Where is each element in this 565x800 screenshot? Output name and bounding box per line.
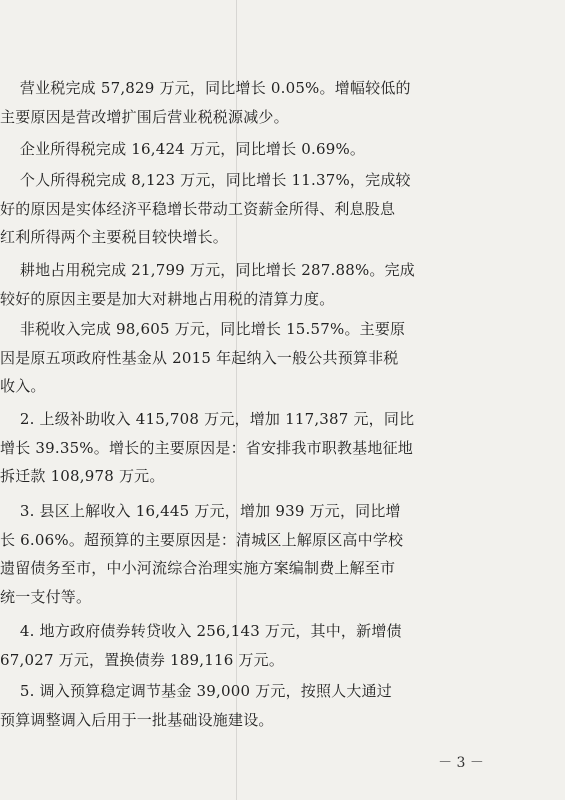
paragraph-county-remittance: 3. 县区上解收入 16,445 万元，增加 939 万元，同比增 长 6.06%。超预算的主要原因是：清城区上解原区高中学校 遗留债务至市，中小河流综合治理实施方案编制费上解至市 统一支付等。 <box>0 502 404 606</box>
paragraph-superior-subsidy: 2. 上级补助收入 415,708 万元，增加 117,387 元，同比 增长 39.35%。增长的主要原因是：省安排我市职教基地征地 拆迁款 108,978 万元。 <box>0 410 415 485</box>
paragraph-business-tax: 营业税完成 57,829 万元，同比增长 0.05%。增幅较低的 主要原因是营改增扩围后营业税税源减少。 <box>0 79 411 126</box>
paragraph-personal-income-tax: 个人所得税完成 8,123 万元，同比增长 11.37%，完成较 好的原因是实体经济平稳增长带动工资薪金所得、利息股息 红利所得两个主要税目较快增长。 <box>0 171 411 246</box>
paragraph-enterprise-income-tax: 企业所得税完成 16,424 万元，同比增长 0.69%。 <box>0 140 366 158</box>
paragraph-non-tax-revenue: 非税收入完成 98,605 万元，同比增长 15.57%。主要原 因是原五项政府性基金从 2015 年起纳入一般公共预算非税 收入。 <box>0 320 406 395</box>
page-number: － 3 － <box>438 755 484 771</box>
paragraph-farmland-tax: 耕地占用税完成 21,799 万元，同比增长 287.88%。完成 较好的原因主要是加大对耕地占用税的清算力度。 <box>0 261 416 308</box>
paragraph-government-bonds: 4. 地方政府债券转贷收入 256,143 万元，其中，新增债 67,027 万元，置换债券 189,116 万元。 <box>0 622 402 669</box>
paragraph-stabilization-fund: 5. 调入预算稳定调节基金 39,000 万元，按照人大通过 预算调整调入后用于一批基础设施建设。 <box>0 682 392 729</box>
